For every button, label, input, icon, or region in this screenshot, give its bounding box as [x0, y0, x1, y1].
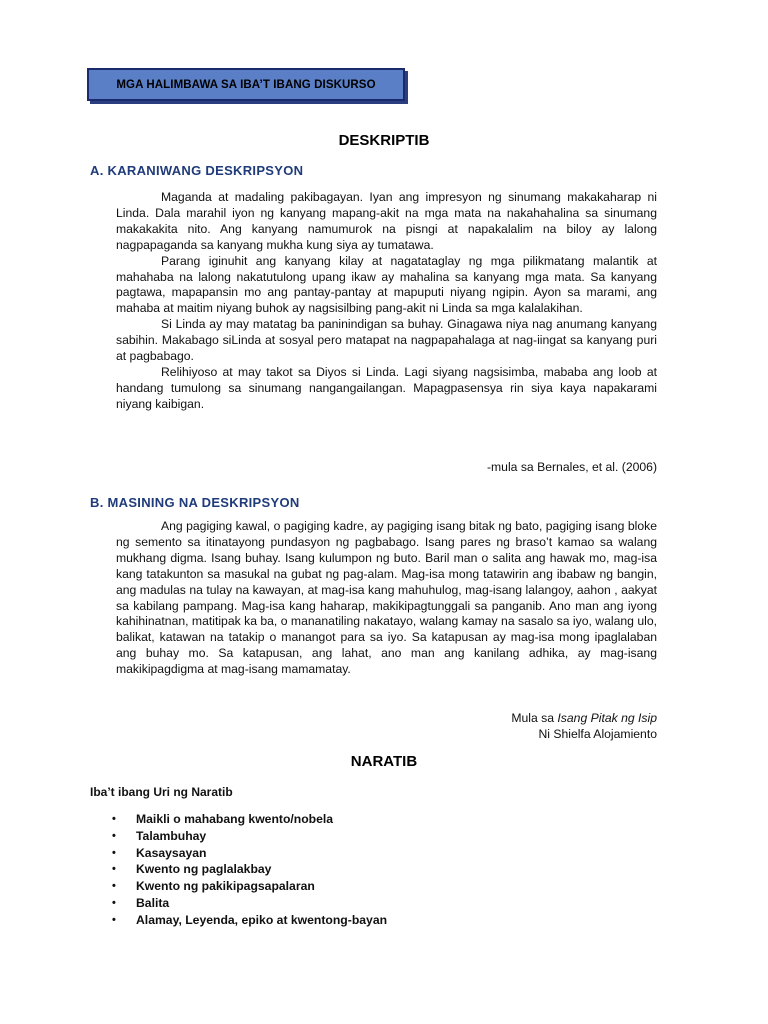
header-label: MGA HALIMBAWA SA IBA’T IBANG DISKURSO	[116, 78, 376, 91]
naratib-title: NARATIB	[350, 753, 418, 770]
section-a-paragraph-3: Si Linda ay may matatag ba paninindigan sa buhay. Ginagawa niya nag anumang kanyang sabihin. Makabago siLinda at sosyal pero matapat na nagpapahalaga at nag-iingat sa kanyang puri at pagbabago.	[116, 317, 657, 364]
naratib-list-label: Iba’t ibang Uri ng Naratib	[90, 785, 233, 799]
header-banner	[87, 68, 405, 101]
section-b-body	[116, 519, 657, 678]
section-b-heading: B. MASINING NA DESKRIPSYON	[90, 495, 300, 510]
source-prefix: Mula sa	[511, 711, 558, 725]
section-b-author: Ni Shielfa Alojamiento	[538, 727, 657, 741]
list-item: • Kwento ng paglalakbay	[112, 861, 387, 878]
section-a-paragraph-1: Maganda at madaling pakibagayan. Iyan ang impresyon ng sinumang makakaharap ni Linda. Dala marahil iyon ng kanyang mapang-akit na mga mata na nakahahalina sa sinumang makakakita nito. Ang kanyang namumurok na pisngi at napakalalim na biloy ay lalong nagpapaganda sa kanyang mukha kung siya ay tumatawa.	[116, 190, 657, 252]
section-b-paragraph: Ang pagiging kawal, o pagiging kadre, ay pagiging isang bitak ng bato, pagiging isang bloke ng semento sa itinatayong pundasyon ng pagbabago. Isang pares ng braso’t kamao sa walang mukhang digma. Isang buhay. Isang kulumpon ng buto. Baril man o salita ang hawak mo, mag-isa kang tatakunton sa masukal na gubat ng pag-alam. Mag-isa mong tatawirin ang ibabaw ng bangin, ang madulas na tulay na kawayan, at mag-isa kang mahuhulog, mag-isang lalangoy, aahon , aakyat sa kabilang pampang. Mag-isa kang haharap, makikipagtunggali sa panganib. Ano man ang iyong kahihinatnan, matitipak ka ba, o mananatiling nakatayo, walang kamay na sasalo sa iyo, walang ulo, balikat, katawan na tatakip o manangot para sa iyo. Sa katapusan ay mag-isa mong ipaglalaban ang buhay mo. Sa katapusan, ang lahat, ano man ang kanilang adhika, ay mag-isang makikipagdigma at mag-isang mamamatay.	[116, 519, 657, 677]
section-a-heading: A. KARANIWANG DESKRIPSYON	[90, 163, 304, 178]
list-item: • Kasaysayan	[112, 845, 387, 862]
section-a-paragraph-4: Relihiyoso at may takot sa Diyos si Linda. Lagi siyang nagsisimba, mababa ang loob at handang tumulong sa sinumang nangangailangan. Mapagpasensya rin siya kaya napakarami niyang kaibigan.	[116, 364, 657, 411]
section-a-paragraph-2: Parang iginuhit ang kanyang kilay at nagatataglay ng mga pilikmatang malantik at mahahaba na lalong nakatutulong upang ikaw ay mahalina sa kanyang mga mata. Sa kanyang pagtawa, mapapansin mo ang pantay-pantay at mapuputi niyang ngipin. Ayon sa marami, ang mahaba at maitim niyang buhok ay nagsisilbing pang-akit ni Linda sa mga kalalakihan.	[116, 253, 657, 316]
section-b-source	[511, 711, 657, 727]
section-a-body	[116, 190, 657, 413]
list-item: • Talambuhay	[112, 828, 387, 845]
list-item: • Kwento ng pakikipagsapalaran	[112, 878, 387, 895]
list-item: • Balita	[112, 895, 387, 912]
list-item: • Alamay, Leyenda, epiko at kwentong-bayan	[112, 912, 387, 929]
source-title: Isang Pitak ng Isip	[557, 711, 657, 725]
naratib-types-list	[112, 811, 387, 929]
deskriptib-title: DESKRIPTIB	[338, 132, 430, 149]
list-item: • Maikli o mahabang kwento/nobela	[112, 811, 387, 828]
section-a-attribution: -mula sa Bernales, et al. (2006)	[486, 460, 657, 474]
